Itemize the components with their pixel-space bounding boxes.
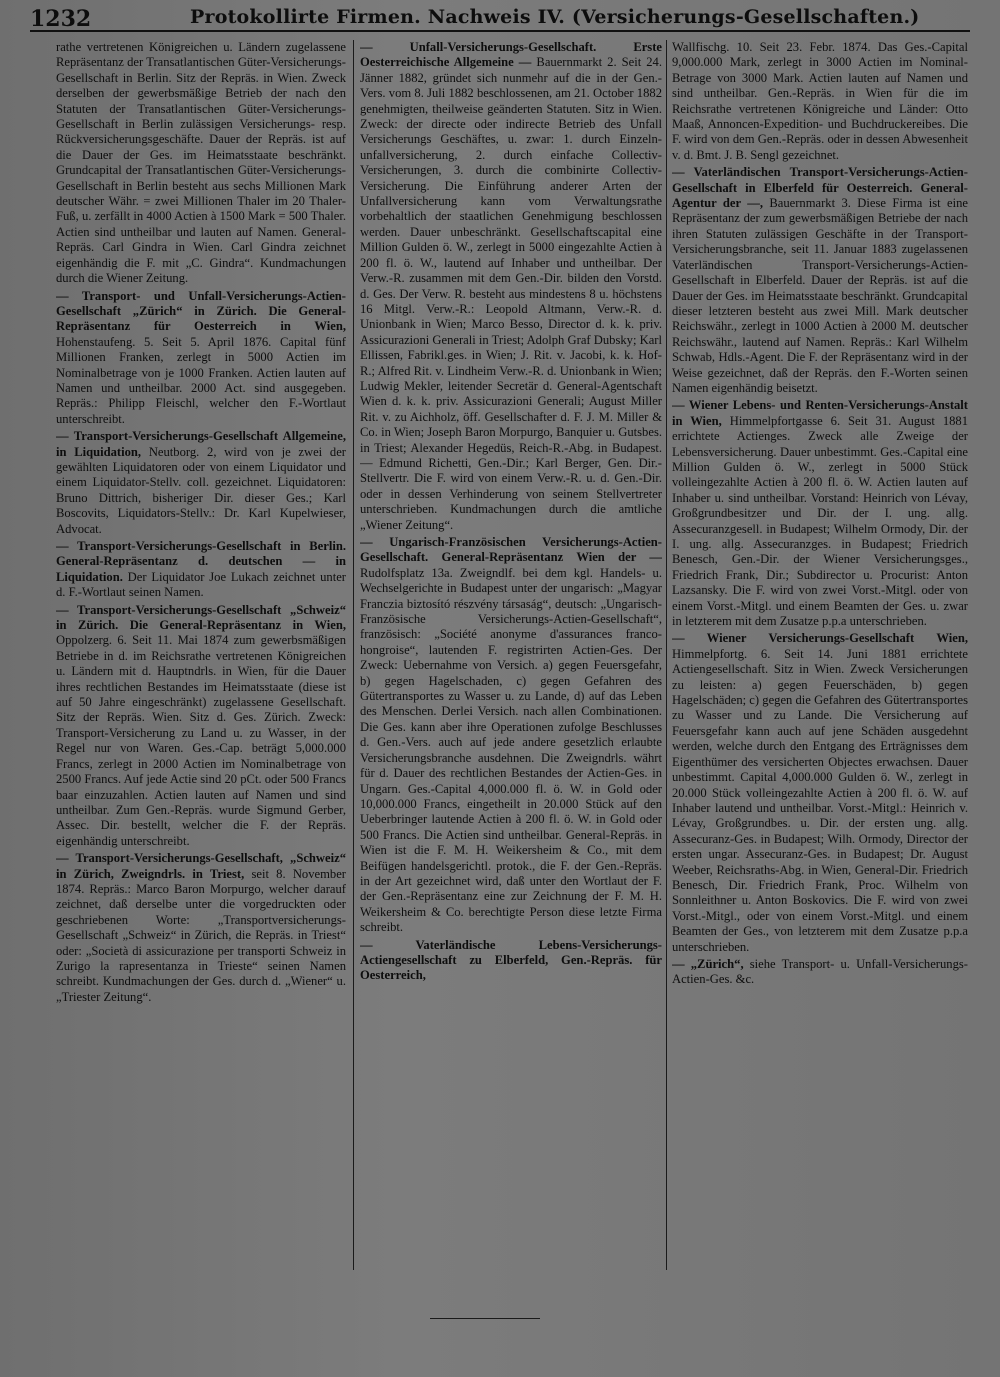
register-entry	[672, 631, 968, 955]
entry-text: Der Liquidator Joe Lukach zeichnet unter d. F.-Wortlaut seinen Namen.	[56, 569, 346, 600]
entry-heading: — Transport- und Unfall-Versicherungs-Actien-Gesellschaft „Zürich“ in Zürich. Die General-Repräsentanz für Oesterreich in Wien,	[56, 288, 346, 334]
column-divider	[666, 40, 667, 1270]
entry-text: Himmelpfortgasse 6. Seit 31. August 1881 errichtete Actienges. Zweck alle Zweige der Lebensversicherung. Dauer unbestimmt. Ges.-Capital eine Million Gulden ö. W., zerlegt in 5000 Stück volleingezahlte Actien à 200 fl. ö. W. Actien lauten auf Inhaber u. sind untheilbar. Vorstand: Heinrich von Lévay, Großgrundbesitzer und Dir. der I. ung. allg. Assecuranzgesell. in Budapest; Wilhelm Ormody, Dir. der I. ung. allg. Assecuranzges. in Budapest; Friedrich Benesch, Gen.-Dir. der Wiener Versicherungsges., Friedrich Frank, Dir.; Subdirector u. Procurist: Anton Lazsansky. Die F. wird von zwei Vorst.-Mitgl. oder von einem Vorst.-Mitgl. und einem Beamten der Ges. u. zwar in letzterem mit dem Zusatze p.p.a unterschrieben.	[672, 413, 968, 629]
register-entry	[360, 40, 662, 533]
entry-heading: — Vaterländischen Transport-Versicherungs-Actien-Gesellschaft in Elberfeld für Oesterreich. General-Agentur der —,	[672, 165, 968, 211]
entry-text: seit 8. November 1874. Repräs.: Marco Baron Morpurgo, welcher darauf zeichnet, daß derselbe unter die vorgedruckten oder geschriebenen Worte: „Transportversicherungs-Gesellschaft „Schweiz“ in Zürich, die Repräs. in Triest“ oder: „Società di assicurazione per transporti Schweiz in Zurigo la rapresentanza in Trieste“ seinen Namen schreibt. Kundmachungen der Ges. durch d. „Wiener“ u. „Triester Zeitung“.	[56, 866, 346, 1004]
entry-heading: — Transport-Versicherungs-Gesellschaft Allgemeine, in Liquidation,	[56, 429, 346, 459]
entry-text: Bauernmarkt 3. Diese Firma ist eine Repräsentanz der zum gewerbsmäßigen Betriebe der nach ihren Statuten zulässigen Geschäfte in der Transport-Versicherungsbranche, seit 11. Januar 1883 zugelassenen Vaterländischen Transport-Versicherungs-Actien-Gesellschaft in Elberfeld. Dauer der Repräs. ist auf die Dauer der Ges. im Heimatsstaate beschränkt. Grundcapital dieser letzteren besteht aus zwei Mill. Mark deutscher Reichswähr., zerlegt in 1000 Actien à 2000 M. deutscher Reichswähr., lautend auf Namen. Repräs.: Karl Wilhelm Schwab, Hdls.-Agent. Die F. der Repräsentanz wird in der Weise gezeichnet, daß der Repräs. den F.-Worten seinen Namen eigenhändig beisetzt.	[672, 196, 968, 395]
register-entry	[56, 603, 346, 850]
register-entry	[672, 165, 968, 396]
entry-heading: — Wiener Versicherungs-Gesellschaft Wien,	[672, 631, 968, 646]
entry-text: Oppolzerg. 6. Seit 11. Mai 1874 zum gewerbsmäßigen Betriebe in d. im Reichsrathe vertretenen Königreichen u. Ländern mit d. Hauptndrls. in Wien, für die Dauer ihres rechtlichen Bestandes im Heimatsstaate (diese ist auf 50 Jahre eingeschränkt) zugelassene Gesellschaft. Sitz der Repräs. Wien. Sitz d. Ges. Zürich. Zweck: Transport-Versicherung zu Land u. zu Wasser, in der Regel nur von Waren. Ges.-Cap. beträgt 5,000.000 Francs, zerlegt in 2000 Actien im Nominalbetrage von 2500 Francs. Auf jede Actie sind 20 pCt. oder 500 Francs baar einzuzahlen. Actien lauten auf Namen und sind untheilbar. Zum Gen.-Repräs. wurde Sigmund Gerber, Assec. Dir. bestellt, welcher die F. der Repräs. eigenhändig unterschreibt.	[56, 633, 346, 848]
register-entry	[360, 938, 662, 984]
entry-heading: — Transport-Versicherungs-Gesellschaft, „Schweiz“ in Zürich, Zweigndrls. in Triest,	[56, 851, 346, 881]
entry-text: Himmelpfortg. 6. Seit 14. Juni 1881 errichtete Actiengesellschaft. Sitz in Wien. Zweck Versicherungen zu leisten: a) gegen Feuerschäden, b) gegen Hagelschäden; c) gegen die Gefahren des Gütertransportes zu Wasser und zu Lande. Die Versicherung auf Feuersgefahr kann auch auf jene Schäden ausgedehnt werden, welche durch den Entgang des Erträgnisses dem Eigenthümer des versicherten Objectes erwachsen. Dauer unbestimmt. Capital 4,000.000 Gulden ö. W., zerlegt in 20.000 Stück volleingezahlte Actien à 200 fl. ö. W. auf Inhaber lautend und untheilbar. Vorst.-Mitgl.: Heinrich v. Lévay, Großgrundbes. u. Dir. der ersten ung. allg. Assecuranz-Ges. in Budapest; Wilh. Ormody, Director der ersten ungar. Assecuranz-Ges. in Budapest; Dr. August Weeber, Reichsraths-Abg. in Wien, General-Dir. Friedrich Benesch, Dir. Friedrich Frank, Proc. Wilhelm von Sonnleithner u. Anton Boskovics. Die F. wird von zwei Vorst.-Mitgl., oder von einem Vorst.-Mitgl. und einem Beamten der Ges., von letzterem mit dem Zusatze p.p.a unterschrieben.	[672, 646, 968, 954]
entry-text: rathe vertretenen Königreichen u. Ländern zugelassene Repräsentanz der Transatlantischen Güter-Versicherungs-Gesellschaft in Berlin. Sitz der Repräs. in Wien. Zweck derselben der gewerbsmäßige Betrieb der nach den Statuten der Transatlantischen Güter-Versicherungs-Gesellschaft in Berlin zulässigen Versicherungs- resp. Rückversicherungsgeschäfte. Dauer der Repräs. ist auf die Dauer der Ges. im Heimatsstaate beschränkt. Grundcapital der Transatlantischen Güter-Versicherungs-Gesellschaft in Berlin besteht aus sechs Millionen Mark deutscher Währ. = zwei Millionen Thaler im 20 Thaler-Fuß, u. zerfällt in 4000 Actien à 1500 Mark = 500 Thaler. Actien sind untheilbar und lauten auf Namen. General-Repräs. Carl Gindra in Wien. Carl Gindra zeichnet eigenhändig die F. mit „C. Gindra“. Kundmachungen durch die Wiener Zeitung.	[56, 40, 346, 286]
column-divider	[353, 40, 354, 1270]
entry-text: Neutborg. 2, wird von je zwei der gewählten Liquidatoren oder von einem Liquidator und einem Liquidator-Stellv. coll. gezeichnet. Liquidatoren: Bruno Dittrich, bisheriger Dir. dieser Ges.; Karl Boscovits, Liquidators-Stellv.: Dr. Karl Kupelwieser, Advocat.	[56, 444, 346, 536]
entry-text: siehe Transport- u. Unfall-Versicherungs-Actien-Ges. &c.	[672, 956, 968, 987]
register-entry	[56, 429, 346, 537]
column-3	[672, 40, 968, 1280]
register-entry	[56, 40, 346, 287]
register-entry	[360, 535, 662, 936]
entry-heading: — Wiener Lebens- und Renten-Versicherungs-Anstalt in Wien,	[672, 398, 968, 428]
entry-text: Bauernmarkt 2. Seit 24. Jänner 1882, gründet sich nunmehr auf die in der Gen.-Vers. vom 8. Juli 1882 beschlossenen, am 21. October 1882 genehmigten, theilweise geänderten Statuten. Sitz in Wien. Zweck: der directe oder indirecte Betrieb des Unfall Versicherungs Geschäftes, u. zwar: 1. durch Einzeln-unfallversicherung, 2. durch einfache Collectiv-Versicherungen, 3. durch die combinirte Collectiv-Versicherung. Die Einführung anderer Arten der Unfallversicherung kann vom Verwaltungsrathe vorbehaltlich der staatlichen Genehmigung beschlossen werden. Dauer unbeschränkt. Gesellschaftscapital eine Million Gulden ö. W., zerlegt in 5000 eingezahlte Actien à 200 fl. ö. W., lautend auf Inhaber und untheilbar. Der Verw.-R. zusammen mit dem Gen.-Dir. bilden den Vorstd. d. Ges. Der Verw. R. besteht aus mindestens 8 u. höchstens 16 Mitgl. Verw.-R.: Leopold Altmann, Verw.-R. d. Unionbank in Wien; Marco Besso, Director d. k. k. priv. Assicurazioni Generali in Triest; Adolph Graf Dubsky; Karl Ellissen, Fabrikl.ges. in Wien; J. Rit. v. Jacobi, k. k. Hof-R.; Alfred Rit. v. Lindheim Verw.-R. d. Unionbank in Wien; Ludwig Mekler, leitender Secretär d. General-Agentschaft Wien d. k. k. priv. Assicurazioni Generali; August Miller Rit. v. zu Aichholz, öff. Gesellschafter d. F. J. M. Miller & Co. in Wien; Joseph Baron Morpurgo, Banquier u. Gutsbes. in Triest; Alexander Hegedüs, Reich-R.-Abg. in Budapest. — Edmund Richetti, Gen.-Dir.; Karl Berger, Gen. Dir.-Stellvertr. Die F. wird von einem Verw.-R. u. d. Gen.-Dir. oder in dessen Verhinderung von seinem Stellvertreter unterschrieben. Kundmachungen durch die amtliche „Wiener Zeitung“.	[360, 55, 662, 532]
page-header	[30, 4, 970, 32]
entry-heading: — Unfall-Versicherungs-Gesellschaft. Erste Oesterreichische Allgemeine —	[360, 40, 662, 70]
page-number: 1232	[30, 6, 92, 32]
entry-heading: — Transport-Versicherungs-Gesellschaft „Schweiz“ in Zürich. Die General-Repräsentanz in Wien,	[56, 602, 346, 633]
entry-heading: — Transport-Versicherungs-Gesellschaft in Berlin. General-Repräsentanz d. deutschen — in Liquidation.	[56, 539, 346, 584]
register-entry	[56, 539, 346, 601]
entry-text: Hohenstaufeng. 5. Seit 5. April 1876. Capital fünf Millionen Franken, zerlegt in 5000 Actien im Nominalbetrage von je 1000 Franken. Actien lauten auf Namen und untheilbar. 2000 Act. sind ausgegeben. Repräs.: Philipp Fleischl, welcher den F.-Wortlaut unterschreibt.	[56, 334, 346, 426]
register-entry	[672, 957, 968, 988]
entry-heading: — „Zürich“,	[672, 956, 744, 971]
register-entry	[672, 40, 968, 163]
register-entry	[672, 398, 968, 629]
column-1	[56, 40, 346, 1280]
running-head: Protokollirte Firmen. Nachweis IV. (Versicherungs-Gesellschaften.)	[190, 6, 920, 28]
register-entry	[56, 289, 346, 428]
entry-heading: — Vaterländische Lebens-Versicherungs-Actiengesellschaft zu Elberfeld, Gen.-Repräs. für Oesterreich,	[360, 937, 662, 983]
entry-text: Wallfischg. 10. Seit 23. Febr. 1874. Das Ges.-Capital 9,000.000 Mark, zerlegt in 3000 Actien im Nominal-Betrage von 3000 Mark. Actien lauten auf Namen und sind untheilbar. Gen.-Repräs. in Wien für die im Reichsrathe vertretenen Königreiche und Länder: Otto Maaß, Annoncen-Expedition- und Buchdruckereibes. Die F. wird von dem Gen.-Repräs. oder in dessen Abwesenheit v. d. Bmt. J. B. Sengl gezeichnet.	[672, 40, 968, 162]
register-entry	[56, 851, 346, 1005]
entry-text: Rudolfsplatz 13a. Zweigndlf. bei dem kgl. Handels- u. Wechselgerichte in Budapest unter der ungarisch: „Magyar Franczia biztosító részvény társaság“, deutsch: „Ungarisch-Französische Versicherungs-Actien-Gesellschaft“, französisch: „Société anonyme d'assurances franco-hongroise“, lautenden F. registrirten Actien-Ges. Der Zweck: Uebernahme von Versich. a) gegen Feuersgefahr, b) gegen Hagelschaden, c) gegen Gefahren des Gütertransportes zu Wasser u. zu Lande, d) auf das Leben des Menschen. Derlei Versich. nach allen Combinationen. Die Ges. kann aber ihre Operationen zufolge Beschlusses d. Gen.-Vers. auch auf jede andere gesetzlich erlaubte Versicherungsbranche ausdehnen. Die Zweigndrls. währt für d. Dauer des rechtlichen Bestandes der Actien-Ges. in Ungarn. Ges.-Capital 4,000.000 fl. ö. W. in Gold oder 10,000.000 Francs, eingetheilt in 20.000 Stück auf den Ueberbringer lautende Actien à 200 fl. ö. W. in Gold oder 500 Francs. Die Actien sind untheilbar. General-Repräs. in Wien ist die F. M. H. Weikersheim & Co., mit dem Beifügen handelsgerichtl. protok., die F. der Gen.-Repräs. in der Art gezeichnet wird, daß unter den Wortlaut der F. der Gen.-Repräsentanz eine zur Zeichnung der F. M. H. Weikersheim & Co. berechtigte Person diese letzte Firma schreibt.	[360, 565, 662, 935]
entry-heading: — Ungarisch-Französischen Versicherungs-Actien-Gesellschaft. General-Repräsentanz Wien der —	[360, 535, 662, 565]
end-rule	[430, 1318, 540, 1319]
column-2	[360, 40, 662, 1280]
